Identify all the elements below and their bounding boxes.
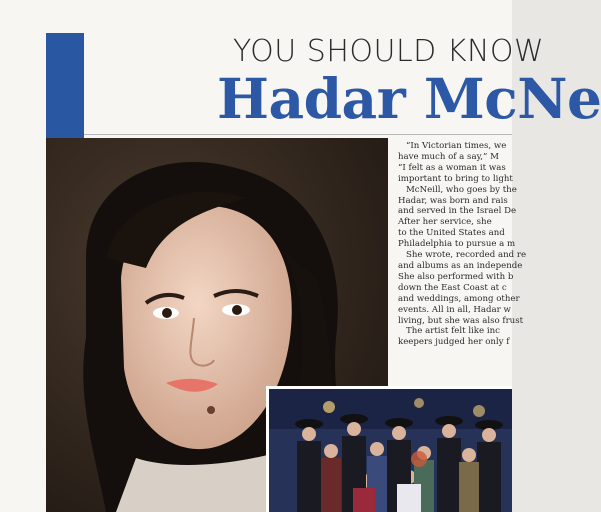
article-line: She also performed with b: [398, 271, 514, 282]
article-line: to the United States and: [398, 228, 505, 239]
article-line: and served in the Israel De: [398, 206, 517, 217]
article-line: She wrote, recorded and re: [406, 250, 527, 261]
article-body: [398, 141, 527, 388]
article-line: McNeill, who goes by the: [406, 184, 517, 195]
article-line: have much of a say,” M: [398, 151, 499, 162]
divider: [84, 134, 512, 135]
article-line: “In Victorian times, we: [406, 141, 507, 151]
article-line: “I felt as a woman it was: [398, 162, 506, 173]
section-kicker: YOU SHOULD KNOW: [233, 34, 545, 69]
article-line: keepers judged her only f: [398, 337, 510, 348]
article-line: and albums as an independe: [398, 260, 523, 271]
article-line: important to bring to light: [398, 173, 513, 184]
article-line: Hadar, was born and rais: [398, 195, 508, 206]
article-line: living, but she was also frust: [398, 315, 524, 326]
article-title: Hadar McNe: [217, 66, 601, 131]
stage-image: [266, 386, 512, 512]
article-line: The artist felt like inc: [406, 326, 500, 337]
article-line: Philadelphia to pursue a m: [398, 239, 516, 250]
article-line: After her service, she: [398, 217, 492, 228]
article-line: and weddings, among other: [398, 293, 520, 304]
article-line: events. All in all, Hadar w: [398, 304, 511, 315]
article-line: down the East Coast at c: [398, 282, 507, 293]
